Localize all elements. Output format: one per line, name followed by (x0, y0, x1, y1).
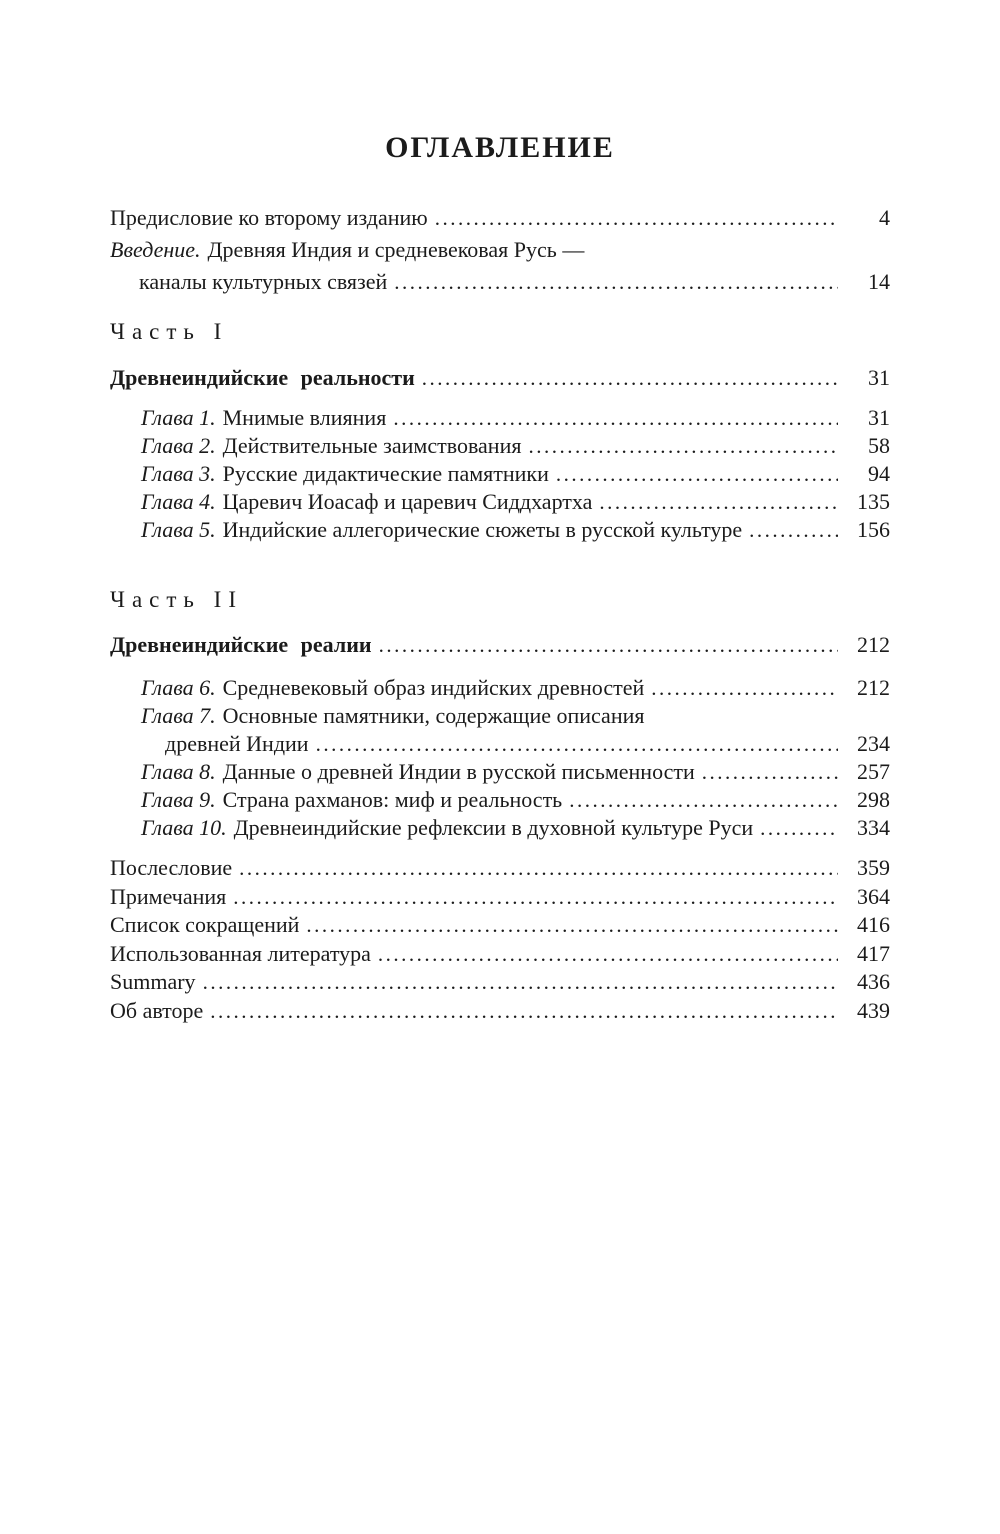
chapter-number: Глава 4. (141, 489, 216, 514)
part-label: Часть I (110, 319, 229, 344)
entry-title-text: Древнеиндийские рефлексии в духовной культуре Руси (233, 815, 754, 840)
entry-title (141, 488, 592, 516)
page-number: 135 (857, 489, 890, 514)
page-number: 31 (868, 405, 890, 430)
page-number: 416 (857, 912, 890, 938)
toc-entry-row (110, 460, 890, 488)
entry-title (110, 234, 584, 266)
section-heading-row (110, 362, 890, 394)
toc-entry-continuation-row (110, 730, 890, 758)
entry-title-text: Данные о древней Индии в русской письменности (222, 759, 695, 784)
page-number: 298 (857, 787, 890, 812)
page-number: 359 (857, 855, 890, 880)
page-number: 4 (879, 205, 890, 230)
entry-title-text: Основные памятники, содержащие описания (222, 703, 645, 728)
dot-leader (379, 629, 838, 661)
dot-leader (233, 883, 838, 912)
entry-title-text: Русские дидактические памятники (222, 461, 549, 486)
page-number: 364 (857, 883, 890, 909)
entry-title (141, 814, 753, 842)
dot-leader (749, 516, 838, 544)
entry-title-text: Индийские аллегорические сюжеты в русской культуре (222, 517, 743, 542)
page-number: 436 (857, 969, 890, 995)
toc-entry-row (110, 854, 890, 883)
page-number: 417 (857, 940, 890, 966)
chapter-number: Глава 8. (141, 759, 216, 784)
entry-title-text: Действительные заимствования (222, 433, 522, 458)
page-number: 334 (857, 815, 890, 840)
dot-leader (651, 674, 838, 702)
front-matter-block (110, 202, 890, 298)
page-title: ОГЛАВЛЕНИЕ (385, 131, 615, 164)
entry-title: каналы культурных связей (139, 269, 388, 294)
dot-leader (760, 814, 838, 842)
toc-entry-row (110, 911, 890, 940)
toc-entry-row (110, 883, 890, 912)
entry-title-text: Царевич Иоасаф и царевич Сиддхартха (222, 489, 593, 514)
page-number: 212 (857, 675, 890, 700)
dot-leader (556, 460, 838, 488)
toc-entry-row (110, 202, 890, 234)
section-heading-row (110, 629, 890, 661)
entry-title: Предисловие ко второму изданию (110, 205, 428, 230)
part2-chapters-block (110, 674, 890, 842)
entry-title (141, 786, 562, 814)
dot-leader (210, 997, 838, 1026)
dot-leader (203, 968, 838, 997)
chapter-number: Глава 2. (141, 433, 216, 458)
entry-title-text: Мнимые влияния (222, 405, 387, 430)
toc-entry-row (110, 968, 890, 997)
dot-leader (528, 432, 838, 460)
section-heading: Древнеиндийские реалии (110, 632, 372, 657)
page-number: 94 (868, 461, 890, 486)
entry-title: Список сокращений (110, 912, 300, 938)
chapter-number: Глава 6. (141, 675, 216, 700)
toc-content (110, 0, 890, 1026)
page-number: 234 (857, 731, 890, 756)
toc-entry-continuation-row (110, 266, 890, 298)
toc-entry-row (110, 814, 890, 842)
toc-entry-row (110, 997, 890, 1026)
dot-leader (316, 730, 838, 758)
toc-entry-row (110, 674, 890, 702)
entry-title-text: Древняя Индия и средневековая Русь — (207, 237, 585, 262)
back-matter-block (110, 854, 890, 1026)
entry-title (141, 674, 644, 702)
entry-title (141, 432, 521, 460)
page-number: 31 (868, 365, 890, 390)
page-number: 439 (857, 997, 890, 1023)
entry-title (141, 460, 549, 488)
dot-leader (435, 202, 838, 234)
dot-leader (599, 488, 838, 516)
toc-entry-row (110, 758, 890, 786)
part-label: Часть II (110, 587, 243, 612)
entry-title: древней Индии (165, 731, 309, 756)
entry-title-text: Средневековый образ индийских древностей (222, 675, 645, 700)
toc-entry-row (110, 940, 890, 969)
page-number: 212 (857, 632, 890, 657)
entry-title (141, 516, 742, 544)
entry-title: Использованная литература (110, 940, 371, 966)
entry-title: Послесловие (110, 855, 233, 880)
dot-leader (422, 362, 838, 394)
section-heading: Древнеиндийские реальности (110, 365, 415, 390)
entry-title: Summary (110, 969, 196, 995)
chapter-number: Глава 10. (141, 815, 227, 840)
part1-chapters-block (110, 404, 890, 544)
page-number: 156 (857, 517, 890, 542)
entry-title (141, 404, 386, 432)
entry-title (141, 702, 645, 730)
dot-leader (569, 786, 838, 814)
page-number: 58 (868, 433, 890, 458)
page-number: 14 (868, 269, 890, 294)
intro-label: Введение. (110, 237, 201, 262)
page-number: 257 (857, 759, 890, 784)
toc-entry-row (110, 786, 890, 814)
toc-entry-row (110, 432, 890, 460)
chapter-number: Глава 5. (141, 517, 216, 542)
toc-entry-row (110, 488, 890, 516)
toc-entry-row (110, 702, 890, 730)
chapter-number: Глава 9. (141, 787, 216, 812)
dot-leader (394, 266, 838, 298)
dot-leader (393, 404, 838, 432)
toc-entry-row (110, 516, 890, 544)
entry-title: Примечания (110, 883, 227, 909)
chapter-number: Глава 1. (141, 405, 216, 430)
chapter-number: Глава 3. (141, 461, 216, 486)
dot-leader (378, 940, 838, 969)
toc-entry-row (110, 234, 890, 266)
dot-leader (239, 854, 838, 883)
dot-leader (702, 758, 838, 786)
chapter-number: Глава 7. (141, 703, 216, 728)
entry-title: Об авторе (110, 997, 204, 1023)
entry-title-text: Страна рахманов: миф и реальность (222, 787, 563, 812)
dot-leader (306, 911, 838, 940)
toc-entry-row (110, 404, 890, 432)
entry-title (141, 758, 695, 786)
